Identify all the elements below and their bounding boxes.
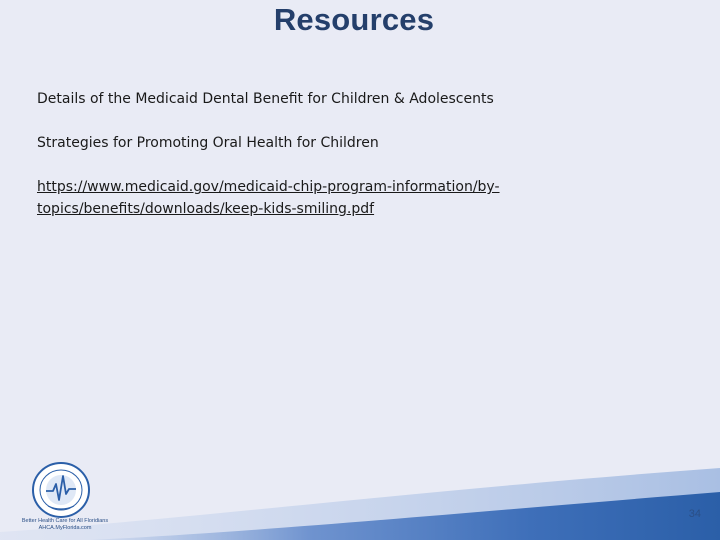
resource-link[interactable] bbox=[37, 176, 557, 220]
logo-caption bbox=[10, 518, 120, 532]
resource-link-line2[interactable]: topics/benefits/downloads/keep-kids-smiling.pdf bbox=[37, 201, 375, 217]
slide-title: Resources bbox=[273, 2, 435, 37]
logo-caption-website: AHCA.MyFlorida.com bbox=[38, 525, 92, 531]
page-number: 34 bbox=[688, 508, 701, 520]
logo-caption-tagline: Better Health Care for All Floridians bbox=[21, 518, 109, 524]
ahca-seal-logo-icon bbox=[28, 460, 94, 520]
resource-link-line1[interactable]: https://www.medicaid.gov/medicaid-chip-program-information/by- bbox=[37, 179, 500, 195]
resource-item-oral-health-strategies: Strategies for Promoting Oral Health for Children bbox=[37, 135, 379, 151]
resource-item-dental-benefit: Details of the Medicaid Dental Benefit for Children & Adolescents bbox=[37, 91, 494, 107]
